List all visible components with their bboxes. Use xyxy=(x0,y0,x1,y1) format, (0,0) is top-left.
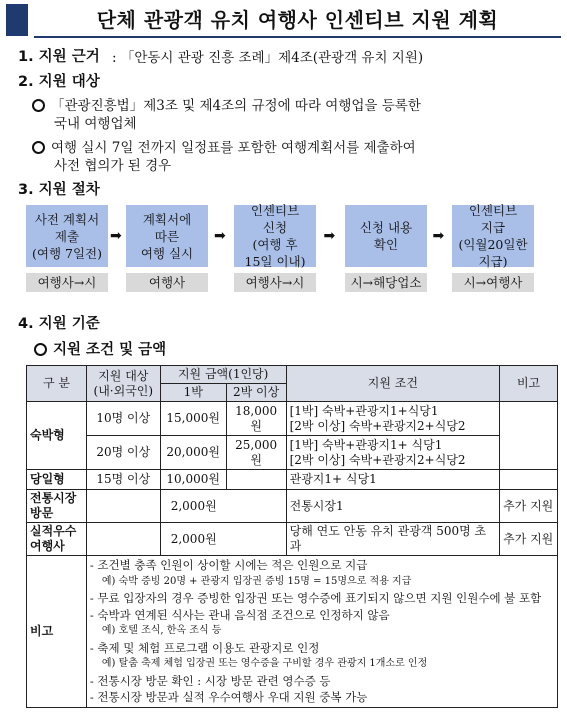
excellent-remark: 추가 지원 xyxy=(500,523,558,556)
table-row xyxy=(27,436,558,470)
right-arrow-icon: ➡ xyxy=(323,228,336,244)
procedure-step-line: (여행 7일전) xyxy=(32,245,102,261)
note-line: - 축제 및 체험 프로그램 이용도 관광지로 인정 xyxy=(89,640,320,655)
table-row xyxy=(27,470,558,490)
stay-condition: [1박] 숙박+관광지1+ 식당1 [2박 이상] 숙박+관광지2+식당2 xyxy=(286,436,499,470)
excellent-label: 실적우수 여행사 xyxy=(27,523,87,556)
procedure-step xyxy=(452,205,534,267)
market-label: 전통시장 방문 xyxy=(27,490,87,523)
note-line: - 조건별 충족 인원이 상이할 시에는 적은 인원으로 지급 xyxy=(89,558,368,572)
procedure-step-line: 15일 이내) xyxy=(244,254,306,269)
right-arrow-icon: ➡ xyxy=(214,228,226,244)
note-line: - 전통시장 방문과 실적 우수여행사 우대 지원 중복 가능 xyxy=(89,690,368,704)
note-line: 예) 탈춤 축제 체험 입장권 또는 영수증을 구비할 경우 관광지 1개소로 인정 xyxy=(101,658,428,669)
procedure-step xyxy=(345,205,427,267)
circle-bullet-icon xyxy=(34,343,47,356)
procedure-step-line: 제출 xyxy=(54,228,80,244)
header-category: 구 분 xyxy=(27,366,87,402)
section1-heading: 1. 지원 근거 xyxy=(18,49,100,65)
stay-target: 20명 이상 xyxy=(86,436,160,470)
procedure-step-line: 신청 xyxy=(262,220,288,235)
header-two-night: 2박 이상 xyxy=(226,384,286,402)
procedure-actor: 여행사→시 xyxy=(26,273,108,292)
procedure-step xyxy=(234,205,316,267)
header-condition: 지원 조건 xyxy=(286,366,499,402)
section2-item-2: 여행 실시 7일 전까지 일정표를 포함한 여행계획서를 제출하여 xyxy=(32,136,416,156)
section3-heading: 3. 지원 절차 xyxy=(18,182,100,198)
stay-label: 숙박형 xyxy=(27,402,87,470)
right-arrow-icon: ➡ xyxy=(110,228,122,244)
procedure-step-line: 지급) xyxy=(478,254,508,269)
header-amount: 지원 금액(1인당) xyxy=(160,366,286,384)
title-underline xyxy=(34,36,561,38)
stay-two-night: 25,000원 xyxy=(226,436,286,470)
circle-bullet-icon xyxy=(32,141,45,154)
procedure-step-line: 따른 xyxy=(154,228,180,244)
day-label: 당일형 xyxy=(27,470,87,490)
procedure-step-line: 확인 xyxy=(373,237,399,252)
note-line: 예) 호텔 조식, 한옥 조식 등 xyxy=(101,625,222,636)
procedure-step-line: (여행 후 xyxy=(252,237,298,252)
header-one-night: 1박 xyxy=(160,384,226,402)
section1-text: : 「안동시 관광 진흥 조례」제4조(관광객 유치 지원) xyxy=(112,50,424,66)
note-line: 예) 숙박 증빙 20명 + 관광지 입장권 증빙 15명 = 15명으로 적용 지급 xyxy=(101,575,412,587)
procedure-actor: 여행사 xyxy=(126,273,208,292)
section2-item-1-cont: 국내 여행업체 xyxy=(54,116,137,132)
note-line: - 숙박과 연계된 식사는 관내 음식점 조건으로 인정하지 않음 xyxy=(89,607,390,622)
notes-label: 비고 xyxy=(27,556,87,708)
procedure-actor: 여행사→시 xyxy=(234,273,316,292)
excellent-amount: 2,000원 xyxy=(160,523,286,556)
procedure-step-line: 계획서에 xyxy=(142,211,192,227)
notes-cell xyxy=(86,556,557,708)
market-amount: 2,000원 xyxy=(160,490,286,523)
section2-heading: 2. 지원 대상 xyxy=(18,74,100,90)
page-title: 단체 관광객 유치 여행사 인센티브 지원 계획 xyxy=(96,8,499,32)
procedure-step-line: 사전 계획서 xyxy=(34,211,100,227)
section2-item-1: 「관광진흥법」제3조 및 제4조의 규정에 따라 여행업을 등록한 xyxy=(32,94,421,114)
market-condition: 전통시장1 xyxy=(286,490,499,523)
table-row xyxy=(27,523,558,556)
procedure-step-line: 신청 내용 xyxy=(359,220,413,235)
stay-one-night: 15,000원 xyxy=(160,402,226,436)
support-table xyxy=(26,365,558,708)
procedure-step-line: 지급 xyxy=(480,220,506,235)
section4-subheading: 지원 조건 및 금액 xyxy=(34,338,166,359)
procedure-step-line: 인센티브 xyxy=(250,203,300,218)
day-condition: 관광지1+ 식당1 xyxy=(286,470,499,490)
stay-two-night: 18,000원 xyxy=(226,402,286,436)
day-target: 15명 이상 xyxy=(86,470,160,490)
stay-condition: [1박] 숙박+관광지1+식당1 [2박 이상] 숙박+관광지2+식당2 xyxy=(286,402,499,436)
right-arrow-icon: ➡ xyxy=(432,228,445,244)
table-row xyxy=(27,490,558,523)
title-bar xyxy=(6,4,561,36)
note-line: - 무료 입장자의 경우 증빙한 입장권 또는 영수증에 표기되지 않으면 지원 인원수에 불 포함 xyxy=(89,591,542,605)
stay-target: 10명 이상 xyxy=(86,402,160,436)
table-row xyxy=(27,556,558,708)
procedure-step-line: 여행 실시 xyxy=(140,245,194,261)
procedure-actor: 시→해당업소 xyxy=(345,273,427,292)
note-line: - 전통시장 방문 확인 : 시장 방문 관련 영수증 등 xyxy=(89,673,331,688)
title-accent-block xyxy=(6,4,28,36)
procedure-step-line: (익월20일한 xyxy=(458,237,528,252)
section4-heading: 4. 지원 기준 xyxy=(18,316,100,332)
stay-one-night: 20,000원 xyxy=(160,436,226,470)
circle-bullet-icon xyxy=(32,99,45,112)
excellent-condition: 당해 연도 안동 유치 관광객 500명 초과 xyxy=(286,523,499,556)
procedure-step xyxy=(26,205,108,267)
day-amount: 10,000원 xyxy=(160,470,226,490)
market-remark: 추가 지원 xyxy=(500,490,558,523)
table-row xyxy=(27,402,558,436)
procedure-step-line: 인센티브 xyxy=(468,203,518,218)
procedure-step xyxy=(126,205,208,267)
procedure-actor: 시→여행사 xyxy=(452,273,534,292)
header-remark: 비고 xyxy=(500,366,558,402)
section2-item-2-cont: 사전 협의가 된 경우 xyxy=(54,158,172,174)
header-target: 지원 대상 (내·외국인) xyxy=(86,366,160,402)
